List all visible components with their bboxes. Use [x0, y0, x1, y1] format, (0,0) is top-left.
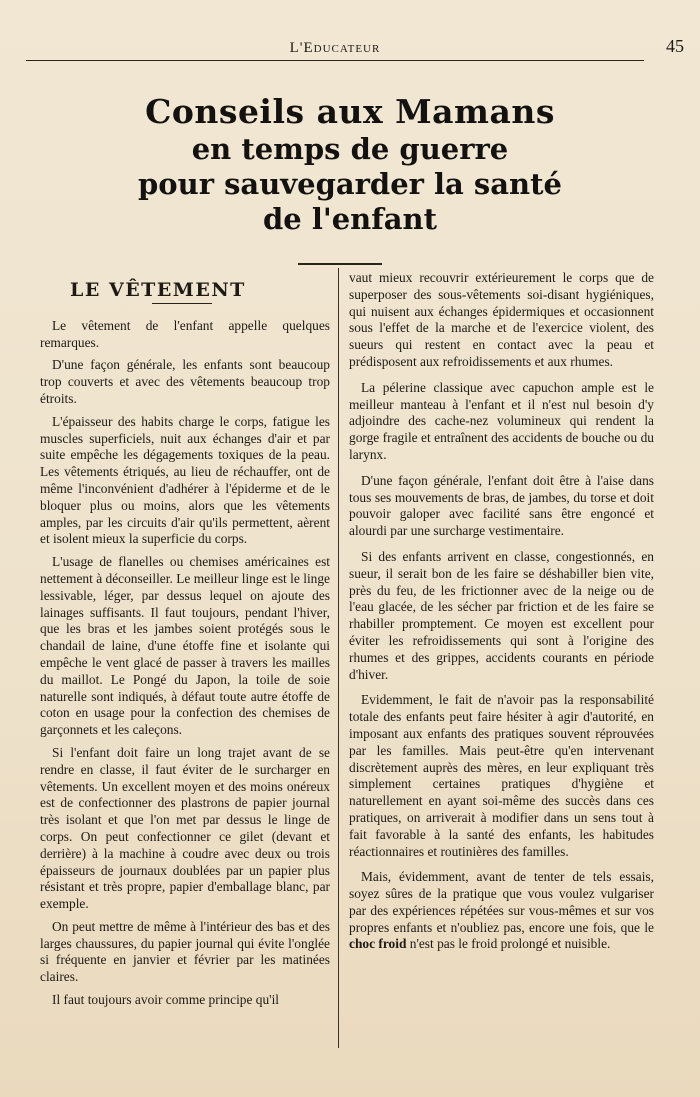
title-line: de l'enfant — [263, 202, 437, 236]
paragraph: La pélerine classique avec capuchon ample est le meilleur manteau à l'enfant et il n'est nul besoin d'y adjoindre des cache-nez volumineux qui rendent la gorge fragile et entraînent des accidents de bouche ou du larynx. — [349, 379, 654, 462]
paragraph: Evidemment, le fait de n'avoir pas la responsabilité totale des enfants peut faire hésiter à agir d'autorité, en imposant aux enfants des pratiques souvent réprouvées par les familles. Mais peut-être qu'en intervenant discrètement auprès des mères, en leur expliquant très simplement certaines pratiques d'hygiène et naturellement en ayant soi-même des succès dans ces pratiques, on arriverait à modifier dans un sens tout à fait favorable à la santé des enfants, les habitudes réactionnaires et routinières des familles. — [349, 692, 654, 859]
section-heading: LE VÊTEMENT — [70, 279, 246, 301]
right-column — [349, 270, 654, 962]
paragraph-text: n'est pas le froid prolongé et nuisible. — [406, 936, 611, 952]
paragraph: Le vêtement de l'enfant appelle quelques remarques. — [40, 317, 330, 350]
paragraph: L'usage de flanelles ou chemises américaines est nettement à déconseiller. Le meilleur linge est le linge lessivable, léger, par dessus lequel on ajoute des lainages suffisants. Il faut toujours, pendant l'hiver, que les bras et les jambes soient protégés sous le chandail de laine, d'une étoffe fine et isolante qui empêche le vent glacé de passer à travers les mailles du maillot. Le Pongé du Japon, la toile de soie naturelle sont indiqués, à défaut toute autre étoffe de coton en usage pour la confection des chemises de garçonnets et les caleçons. — [40, 554, 330, 738]
title-line: en temps de guerre — [191, 132, 509, 166]
paragraph-final — [349, 869, 654, 953]
page-number: 45 — [666, 36, 684, 56]
title-divider — [298, 263, 382, 265]
running-title: L'Educateur — [289, 40, 381, 56]
article-title — [40, 92, 660, 237]
paragraph: vaut mieux recouvrir extérieurement le corps que de superposer des sous-vêtements soi-disant hygiéniques, qui nuisent aux échanges épidermiques et occasionnent sous l'effet de la marche et de l'exercice violent, des sueurs qui restent en contact avec la peau et prédisposent aux refroidissements et aux rhumes. — [349, 270, 654, 369]
left-column — [40, 279, 330, 1015]
paragraph: D'une façon générale, les enfants sont beaucoup trop couverts et avec des vêtements beaucoup trop étroits. — [40, 357, 330, 406]
title-line: pour sauvegarder la santé — [138, 167, 562, 201]
paragraph: Il faut toujours avoir comme principe qu'il — [52, 992, 280, 1008]
paragraph: L'épaisseur des habits charge le corps, fatigue les muscles superficiels, nuit aux échanges d'air et par suite empêche les dégagements toxiques de la peau. Les vêtements étriqués, au lieu de réchauffer, ont de même l'inconvénient d'adhérer à l'épiderme et de le bloquer plus ou moins, alors que les vêtements amples, par les circuits d'air qu'ils permettent, aèrent et isolent mieux la superficie du corps. — [40, 413, 330, 547]
paragraph: On peut mettre de même à l'intérieur des bas et des larges chaussures, du papier journal qui évite l'onglée si fréquente en janvier et février par les matinées claires. — [40, 918, 330, 985]
section-divider — [152, 303, 212, 304]
paragraph: Si l'enfant doit faire un long trajet avant de se rendre en classe, il faut éviter de le surcharger en vêtements. Un excellent moyen et des moins onéreux est de confectionner des plastrons de papier journal très isolant et que l'on met par dessus le linge de corps. On peut confectionner ce gilet (devant et derrière) à la machine à coudre avec deux ou trois épaisseurs de journaux doublées par un papier plus résistant et très propre, papier d'emballage blanc, par exemple. — [40, 744, 330, 912]
title-line: Conseils aux Mamans — [145, 92, 555, 131]
column-divider — [338, 268, 339, 1048]
emphasis-text: choc froid — [349, 936, 407, 952]
paragraph: Si des enfants arrivent en classe, congestionnés, en sueur, il serait bon de les faire se déshabiller bien vite, près du feu, de les frictionner avec de la neige ou de l'eau glacée, de les sécher par friction et de les faire se rhabiller promptement. Ce moyen est excellent pour éviter les refroidissements qui sont à l'origine des rhumes et des grippes, accidents courants en période d'hiver. — [349, 548, 654, 682]
paragraph-text: Mais, évidemment, avant de tenter de tels essais, soyez sûres de la pratique que vous voulez vulgariser par des expériences répétées sur vous-mêmes et sur vos propres enfants et n'oubliez pas, encore une fois, que le — [349, 869, 654, 935]
paragraph: D'une façon générale, l'enfant doit être à l'aise dans tous ses mouvements de bras, de jambes, du torse et doit pouvoir galoper avec facilité sans être engoncé et alourdi par une surcharge vestimentaire. — [349, 472, 654, 539]
running-header — [26, 36, 684, 61]
